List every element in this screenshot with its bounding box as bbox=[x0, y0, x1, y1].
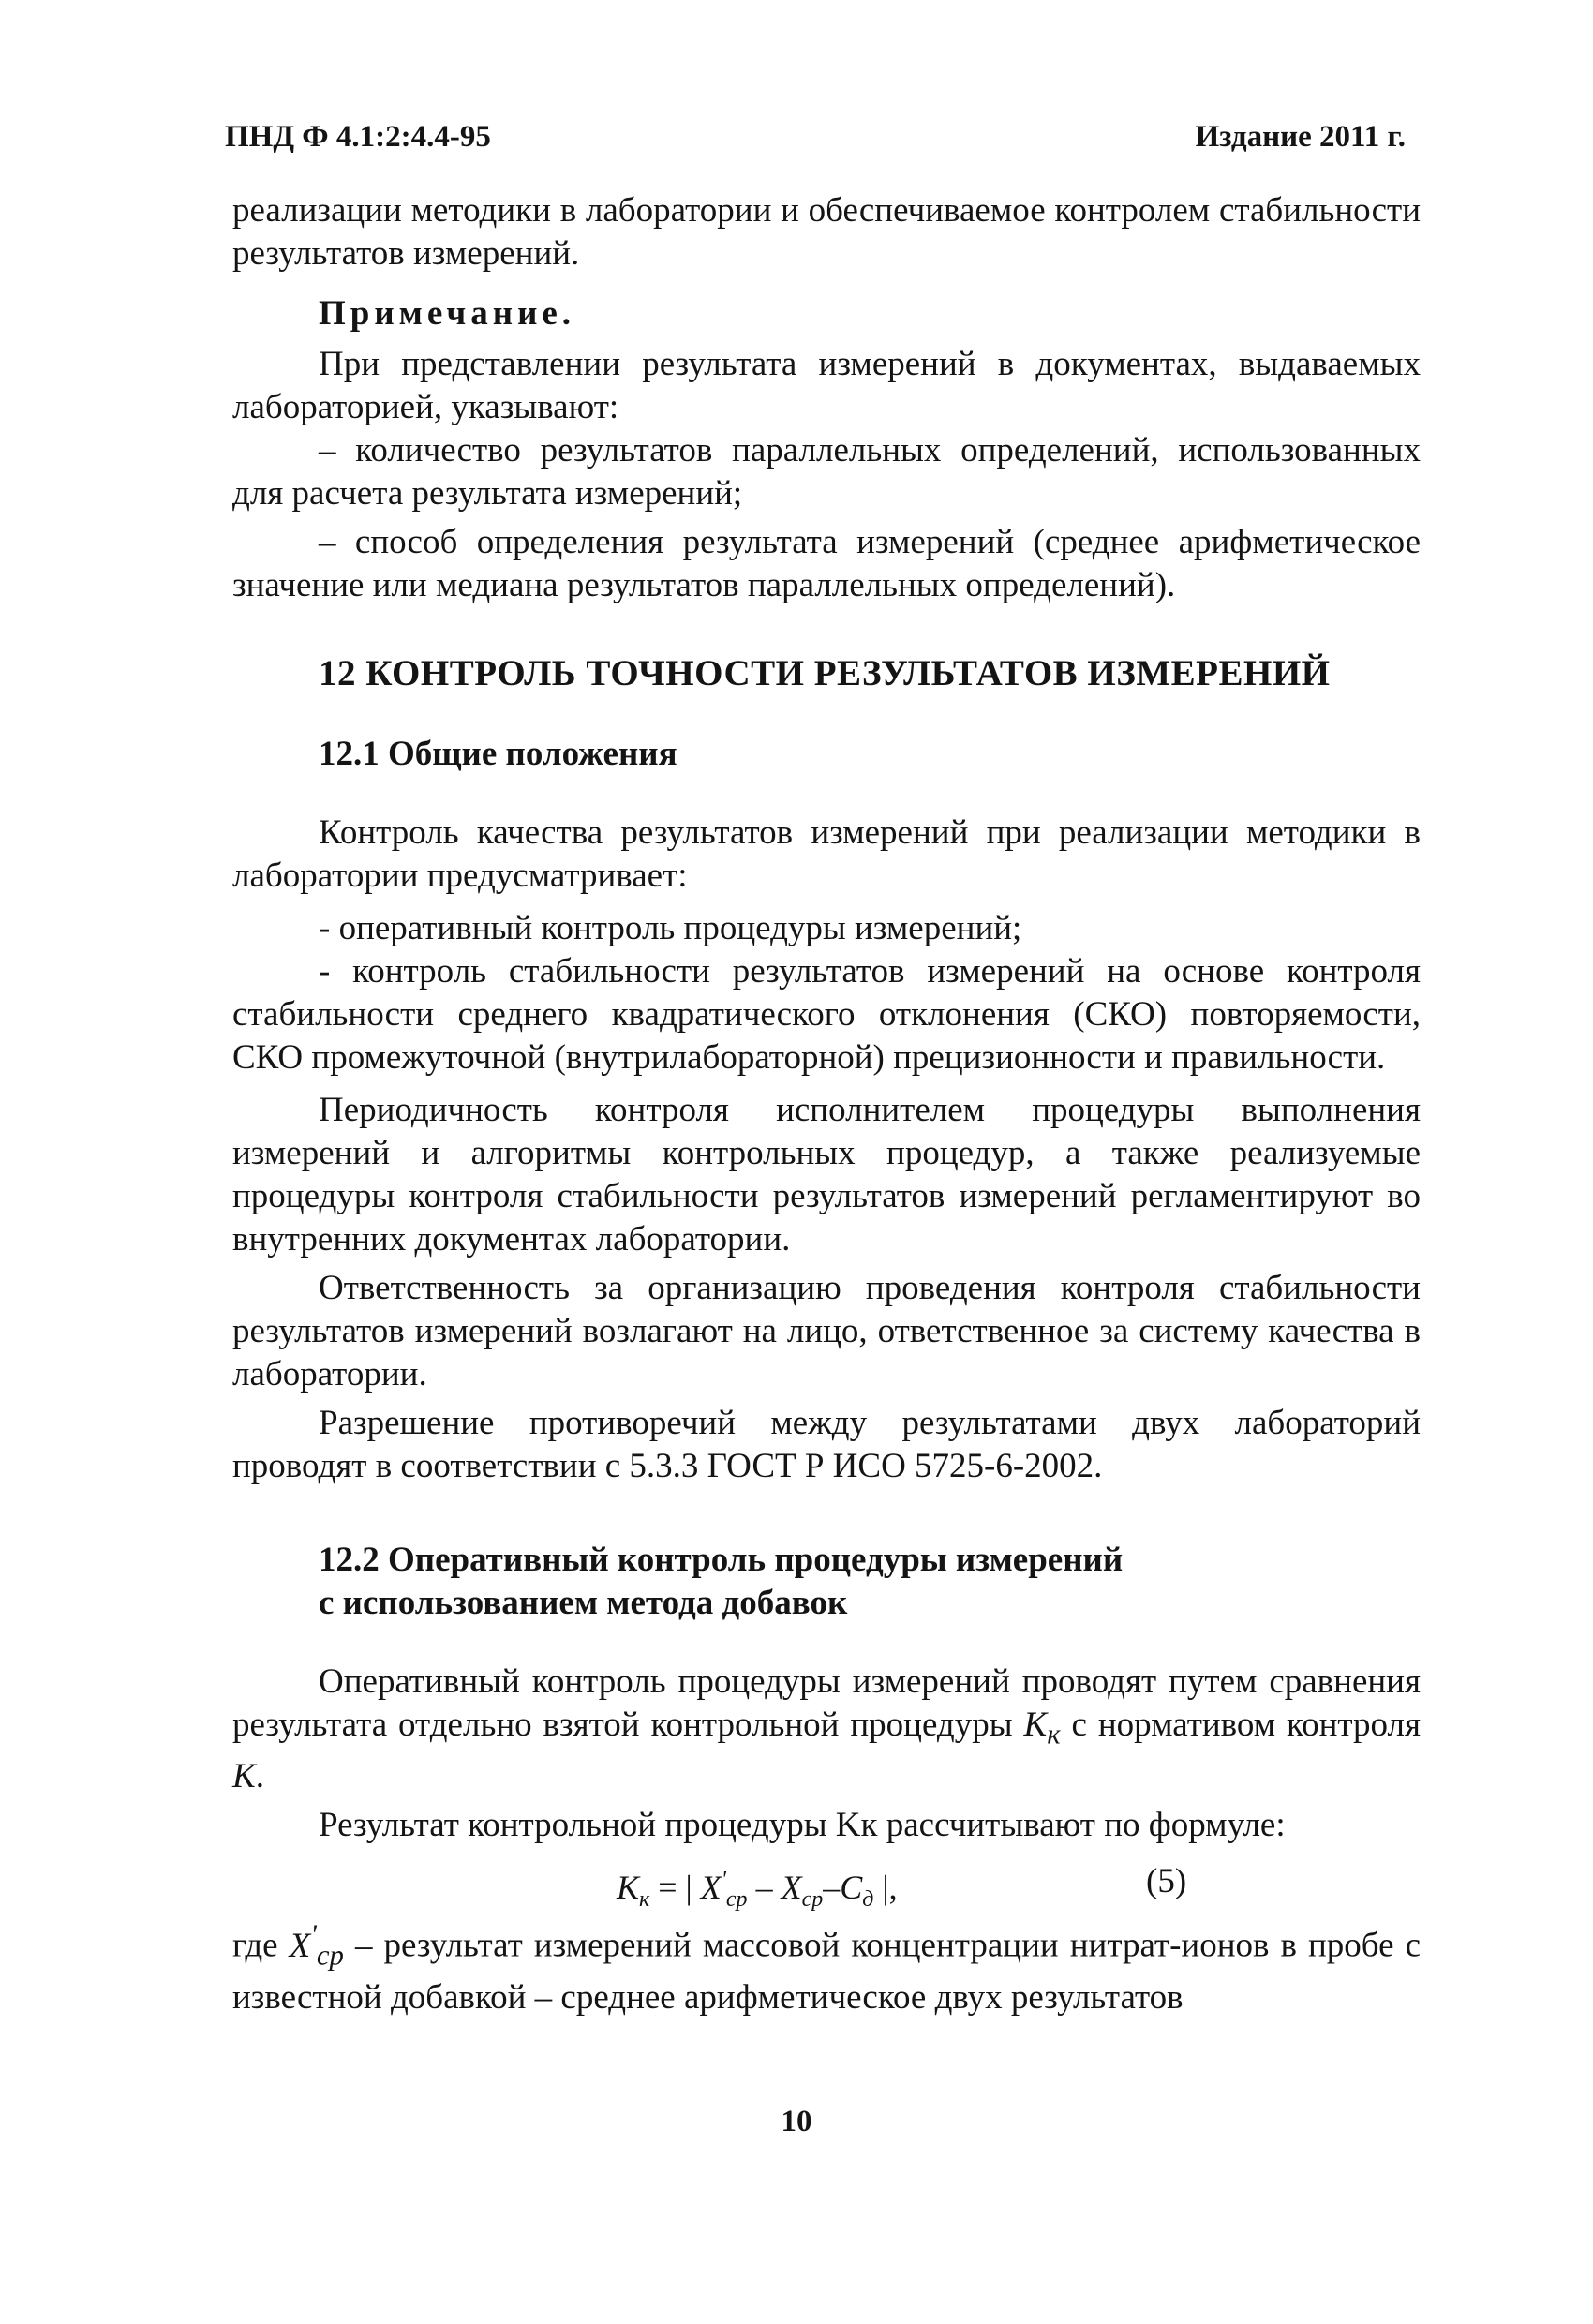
note-item-1: – количество результатов параллельных определений, использованных для расчета результата измерений; bbox=[232, 431, 1421, 513]
symbol-kk bbox=[1023, 1706, 1061, 1750]
symbol-k: K bbox=[232, 1757, 256, 1796]
s121-paragraph-1: Контроль качества результатов измерений при реализации методики в лаборатории предусматривает: bbox=[232, 813, 1421, 895]
note-item-2: – способ определения результата измерений (среднее арифметическое значение или медиана результатов параллельных определений). bbox=[232, 523, 1421, 604]
formula-close: |, bbox=[873, 1869, 898, 1907]
section-12-title: 12 КОНТРОЛЬ ТОЧНОСТИ РЕЗУЛЬТАТОВ ИЗМЕРЕНИЙ bbox=[319, 653, 1331, 693]
page-number: 10 bbox=[781, 2105, 812, 2138]
intro-tail-paragraph: реализации методики в лаборатории и обеспечиваемое контролем стабильности результатов измерений. bbox=[232, 191, 1421, 273]
s121-paragraph-4: Разрешение противоречий между результатами двух лабораторий проводят в соответствии с 5.3.3 ГОСТ Р ИСО 5725-6-2002. bbox=[232, 1404, 1421, 1485]
section-12-2-title-line-2: с использованием метода добавок bbox=[319, 1584, 848, 1622]
formula-minus-1: – bbox=[747, 1869, 782, 1907]
formula-x1-sup: ' bbox=[721, 1868, 726, 1893]
formula-expression bbox=[617, 1858, 898, 1921]
s122-p1-text-b: с нормативом контроля bbox=[1071, 1706, 1422, 1744]
s122-paragraph-1 bbox=[232, 1661, 1421, 1798]
section-12-2-title-line-1: 12.2 Оперативный контроль процедуры измерений bbox=[319, 1541, 1124, 1579]
where-symbol-sub: ср bbox=[316, 1939, 344, 1972]
where-symbol bbox=[289, 1918, 344, 1972]
formula-x1-sub: ср bbox=[725, 1887, 748, 1913]
symbol-kk-sub: к bbox=[1047, 1718, 1061, 1750]
s122-p1-text-a: Оперативный контроль процедуры измерений проводят путем сравнения результата отдельно взятой контрольной процедуры bbox=[232, 1662, 1421, 1744]
s121-item-1: - оперативный контроль процедуры измерений; bbox=[319, 909, 1022, 947]
where-text-a: где bbox=[232, 1926, 278, 1965]
s121-paragraph-3: Ответственность за организацию проведения контроля стабильности результатов измерений возлагают на лицо, ответственное за систему качества в лаборатории. bbox=[232, 1269, 1421, 1393]
note-text: При представлении результата измерений в документах, выдаваемых лабораторией, указывают: bbox=[232, 345, 1421, 426]
s121-item-2: - контроль стабильности результатов измерений на основе контроля стабильности среднего квадратического отклонения (СКО) повторяемости, СКО промежуточной (внутрилабораторной) прецизионности и правильности. bbox=[232, 952, 1421, 1077]
formula-x1: X bbox=[700, 1869, 722, 1907]
section-12-1-title: 12.1 Общие положения bbox=[319, 735, 677, 773]
s122-paragraph-2: Результат контрольной процедуры Kк рассчитывают по формуле: bbox=[319, 1806, 1286, 1845]
formula-5 bbox=[232, 1853, 1421, 1913]
where-paragraph bbox=[232, 1913, 1421, 2019]
formula-c: C bbox=[840, 1869, 863, 1907]
s121-paragraph-2: Периодичность контроля исполнителем процедуры выполнения измерений и алгоритмы контрольных процедур, а также реализуемые процедуры контроля стабильности результатов измерений регламентируют во внутренних документах лаборатории. bbox=[232, 1091, 1421, 1259]
page-header bbox=[225, 120, 1406, 163]
formula-x2: X bbox=[781, 1869, 802, 1907]
formula-minus-2: – bbox=[823, 1869, 841, 1907]
formula-eq: = | bbox=[649, 1869, 701, 1907]
formula-lhs: K bbox=[617, 1869, 640, 1907]
where-symbol-sup: ' bbox=[310, 1918, 317, 1951]
page-content bbox=[232, 189, 1421, 2019]
symbol-kk-base: K bbox=[1023, 1706, 1048, 1744]
where-text-b: – результат измерений массовой концентрации нитрат-ионов в пробе с известной добавкой – среднее арифметическое двух результатов bbox=[232, 1926, 1422, 2018]
note-label: Примечание. bbox=[319, 294, 576, 333]
s122-p1-end: . bbox=[255, 1757, 264, 1796]
edition-label: Издание 2011 г. bbox=[1195, 120, 1406, 154]
formula-c-sub: д bbox=[862, 1887, 874, 1913]
doc-code: ПНД Ф 4.1:2:4.4-95 bbox=[225, 120, 491, 154]
formula-number: (5) bbox=[1146, 1862, 1187, 1901]
formula-x2-sub: ср bbox=[801, 1887, 824, 1913]
where-symbol-base: X bbox=[289, 1926, 311, 1965]
section-12-2-title bbox=[319, 1539, 1421, 1625]
formula-lhs-sub: к bbox=[639, 1887, 650, 1913]
